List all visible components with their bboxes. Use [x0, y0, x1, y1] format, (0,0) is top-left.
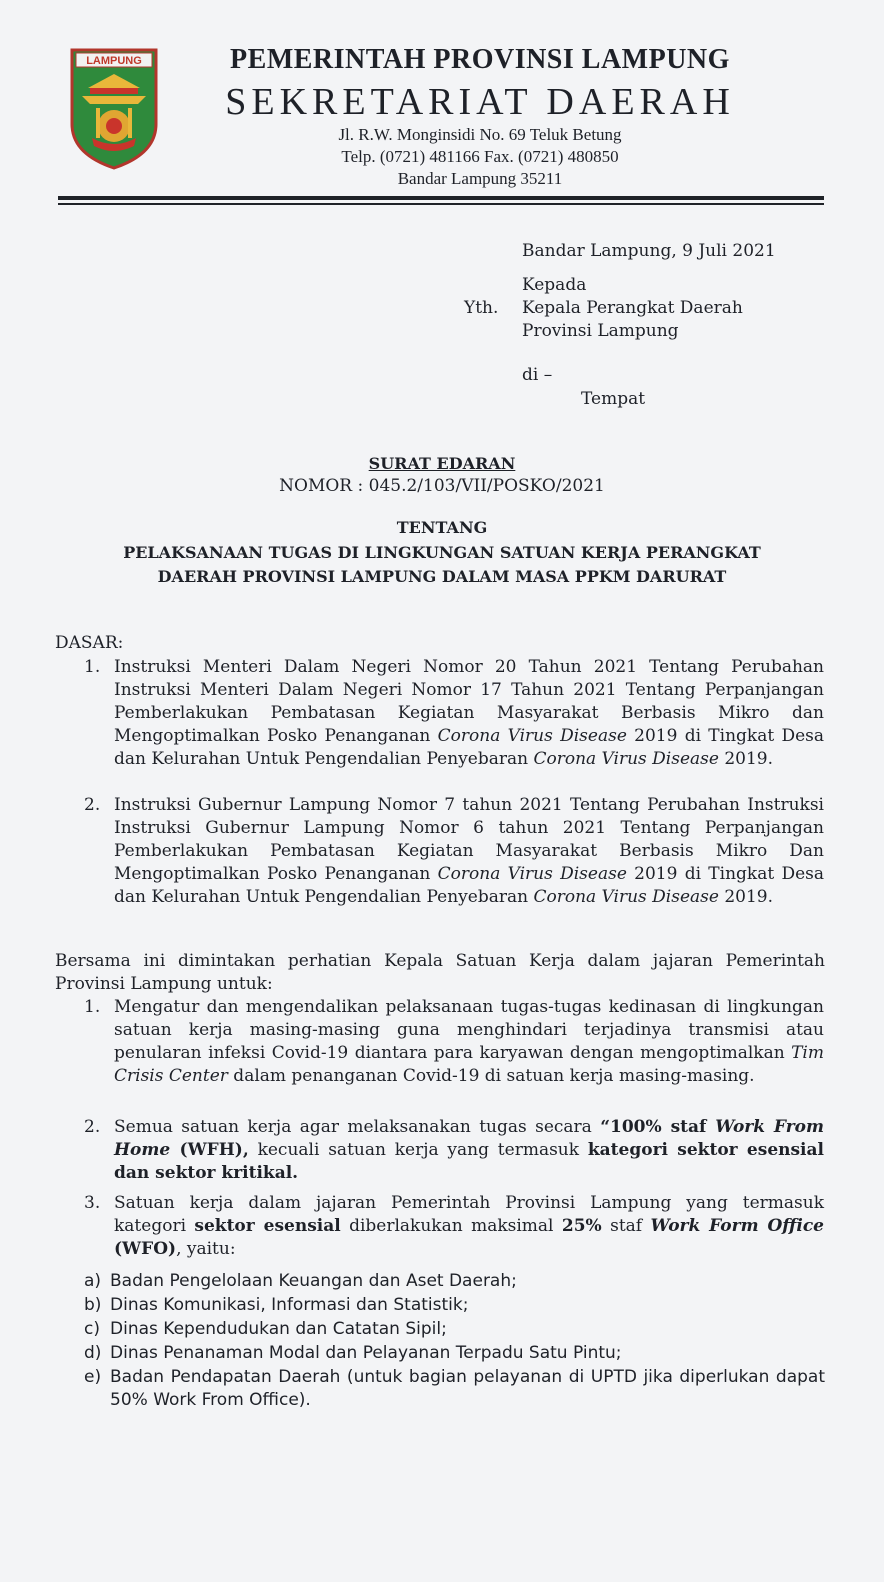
- body-item-1-number: 1.: [84, 997, 101, 1017]
- tentang-label: TENTANG: [396, 518, 488, 537]
- subject-line-1: PELAKSANAAN TUGAS DI LINGKUNGAN SATUAN KERJA PERANGKAT: [123, 543, 761, 562]
- dasar-item-2-text-a: Instruksi Gubernur Lampung Nomor 7 tahun 2021 Tentang Perubahan Instruksi Instruksi Gubernur Lampung Nomor 6 tahun 2021 Tentang Perpanjangan Pemberlakukan Pembatasan Kegiatan Masyarakat Berbasis Mikro Dan Mengoptimalkan Posko Penanganan: [114, 795, 824, 884]
- sub-item-e-label: e): [84, 1367, 102, 1387]
- sub-item-d-text: Dinas Penanaman Modal dan Pelayanan Terpadu Satu Pintu;: [110, 1343, 622, 1363]
- address-line-3: Bandar Lampung 35211: [397, 169, 563, 188]
- sub-item-a: [84, 1270, 517, 1293]
- svg-text:LAMPUNG: LAMPUNG: [86, 55, 142, 67]
- body-item-2-text-e: kecuali satuan kerja yang termasuk: [248, 1140, 588, 1160]
- document-number: NOMOR : 045.2/103/VII/POSKO/2021: [279, 476, 605, 496]
- subject-line-2: DAERAH PROVINSI LAMPUNG DALAM MASA PPKM DARURAT: [157, 567, 727, 586]
- body-item-3-text-c: diberlakukan maksimal: [340, 1216, 562, 1236]
- lampung-coat-of-arms-logo: [68, 46, 160, 170]
- body-item-2-text-a: Semua satuan kerja agar melaksanakan tugas secara: [114, 1117, 601, 1137]
- address-line-2: Telp. (0721) 481166 Fax. (0721) 480850: [341, 147, 619, 166]
- di-label: di –: [522, 365, 553, 385]
- address-line-1: Jl. R.W. Monginsidi No. 69 Teluk Betung: [338, 125, 622, 144]
- body-item-2-bold-f: kategori sektor esensial dan sektor kritikal.: [114, 1140, 824, 1183]
- dasar-label: DASAR:: [55, 633, 124, 653]
- body-item-3-text-e: staf: [601, 1216, 651, 1236]
- body-item-3-bold-g: (WFO): [114, 1239, 177, 1259]
- header-divider-thick: [58, 196, 824, 200]
- body-item-3-text-a: Satuan kerja dalam jajaran Pemerintah Provinsi Lampung yang termasuk kategori: [114, 1193, 824, 1236]
- letter-date: Bandar Lampung, 9 Juli 2021: [522, 241, 776, 261]
- sub-item-d-label: d): [84, 1343, 102, 1363]
- body-item-2-number: 2.: [84, 1117, 101, 1137]
- office-name: SEKRETARIAT DAERAH: [225, 81, 735, 123]
- dasar-item-1-text-e: 2019.: [718, 749, 774, 769]
- body-item-1-italic-b: Tim Crisis Center: [114, 1043, 824, 1086]
- yth-label: Yth.: [464, 298, 499, 318]
- document-type: SURAT EDARAN: [368, 454, 516, 473]
- body-item-2: [114, 1116, 824, 1185]
- sub-item-b-text: Dinas Komunikasi, Informasi dan Statistik;: [110, 1295, 469, 1315]
- dasar-item-1-italic-b: Corona Virus Disease: [437, 726, 627, 746]
- body-item-1: [114, 996, 824, 1088]
- dasar-item-1-text-a: Instruksi Menteri Dalam Negeri Nomor 20 Tahun 2021 Tentang Perubahan Instruksi Menteri Dalam Negeri Nomor 17 Tahun 2021 Tentang Perpanjangan Pemberlakukan Pembatasan Kegiatan Masyarakat Berbasis Mikro dan Mengoptimalkan Posko Penanganan: [114, 657, 824, 746]
- intro-paragraph: Bersama ini dimintakan perhatian Kepala Satuan Kerja dalam jajaran Pemerintah Provinsi Lampung untuk:: [55, 951, 825, 994]
- body-item-1-text-a: Mengatur dan mengendalikan pelaksanaan tugas-tugas kedinasan di lingkungan satuan kerja masing-masing guna menghindari terjadinya transmisi atau penularan infeksi Covid-19 diantara para karyawan dengan mengoptimalkan: [114, 997, 824, 1063]
- tempat-label: Tempat: [581, 389, 646, 409]
- sub-item-c-label: c): [84, 1319, 100, 1339]
- dasar-item-1-italic-d: Corona Virus Disease: [533, 749, 719, 769]
- recipient-line-2: Provinsi Lampung: [522, 321, 679, 341]
- body-item-2-bold-d: (WFH),: [170, 1140, 249, 1160]
- body-item-3: [114, 1192, 824, 1261]
- dasar-item-2-italic-b: Corona Virus Disease: [437, 864, 627, 884]
- dasar-item-2-italic-d: Corona Virus Disease: [533, 887, 719, 907]
- dasar-item-2-number: 2.: [84, 795, 101, 815]
- kepada-label: Kepada: [522, 275, 587, 295]
- header-divider-thin: [58, 203, 824, 205]
- dasar-item-1-number: 1.: [84, 657, 101, 677]
- body-item-3-text-h: , yaitu:: [176, 1239, 236, 1259]
- body-item-1-text-c: dalam penanganan Covid-19 di satuan kerja masing-masing.: [227, 1066, 755, 1086]
- sub-item-d: [84, 1342, 622, 1365]
- dasar-item-2: [114, 794, 824, 909]
- body-item-2-bolditalic-c: Work From Home: [114, 1117, 824, 1160]
- government-name: PEMERINTAH PROVINSI LAMPUNG: [230, 44, 730, 75]
- dasar-item-2-text-c: 2019 di Tingkat Desa dan Kelurahan Untuk Pengendalian Penyebaran: [114, 864, 824, 907]
- sub-item-a-text: Badan Pengelolaan Keuangan dan Aset Daerah;: [110, 1271, 517, 1291]
- body-item-3-bolditalic-f: Work Form Office: [650, 1216, 824, 1236]
- body-item-2-bold-b: “100% staf: [600, 1117, 716, 1137]
- body-item-3-bold-d: 25%: [561, 1216, 602, 1236]
- sub-item-c: [84, 1318, 447, 1341]
- sub-item-e-text: Badan Pendapatan Daerah (untuk bagian pelayanan di UPTD jika diperlukan dapat 50% Work From Office).: [110, 1367, 825, 1410]
- sub-item-c-text: Dinas Kependudukan dan Catatan Sipil;: [110, 1319, 447, 1339]
- dasar-item-1: [114, 656, 824, 771]
- dasar-item-1-text-c: 2019 di Tingkat Desa dan Kelurahan Untuk Pengendalian Penyebaran: [114, 726, 824, 769]
- sub-item-b-label: b): [84, 1295, 102, 1315]
- dasar-item-2-text-e: 2019.: [718, 887, 774, 907]
- body-item-3-number: 3.: [84, 1193, 101, 1213]
- sub-item-b: [84, 1294, 468, 1317]
- sub-item-a-label: a): [84, 1271, 102, 1291]
- body-item-3-bold-b: sektor esensial: [194, 1216, 341, 1236]
- recipient-line-1: Kepala Perangkat Daerah: [522, 298, 743, 318]
